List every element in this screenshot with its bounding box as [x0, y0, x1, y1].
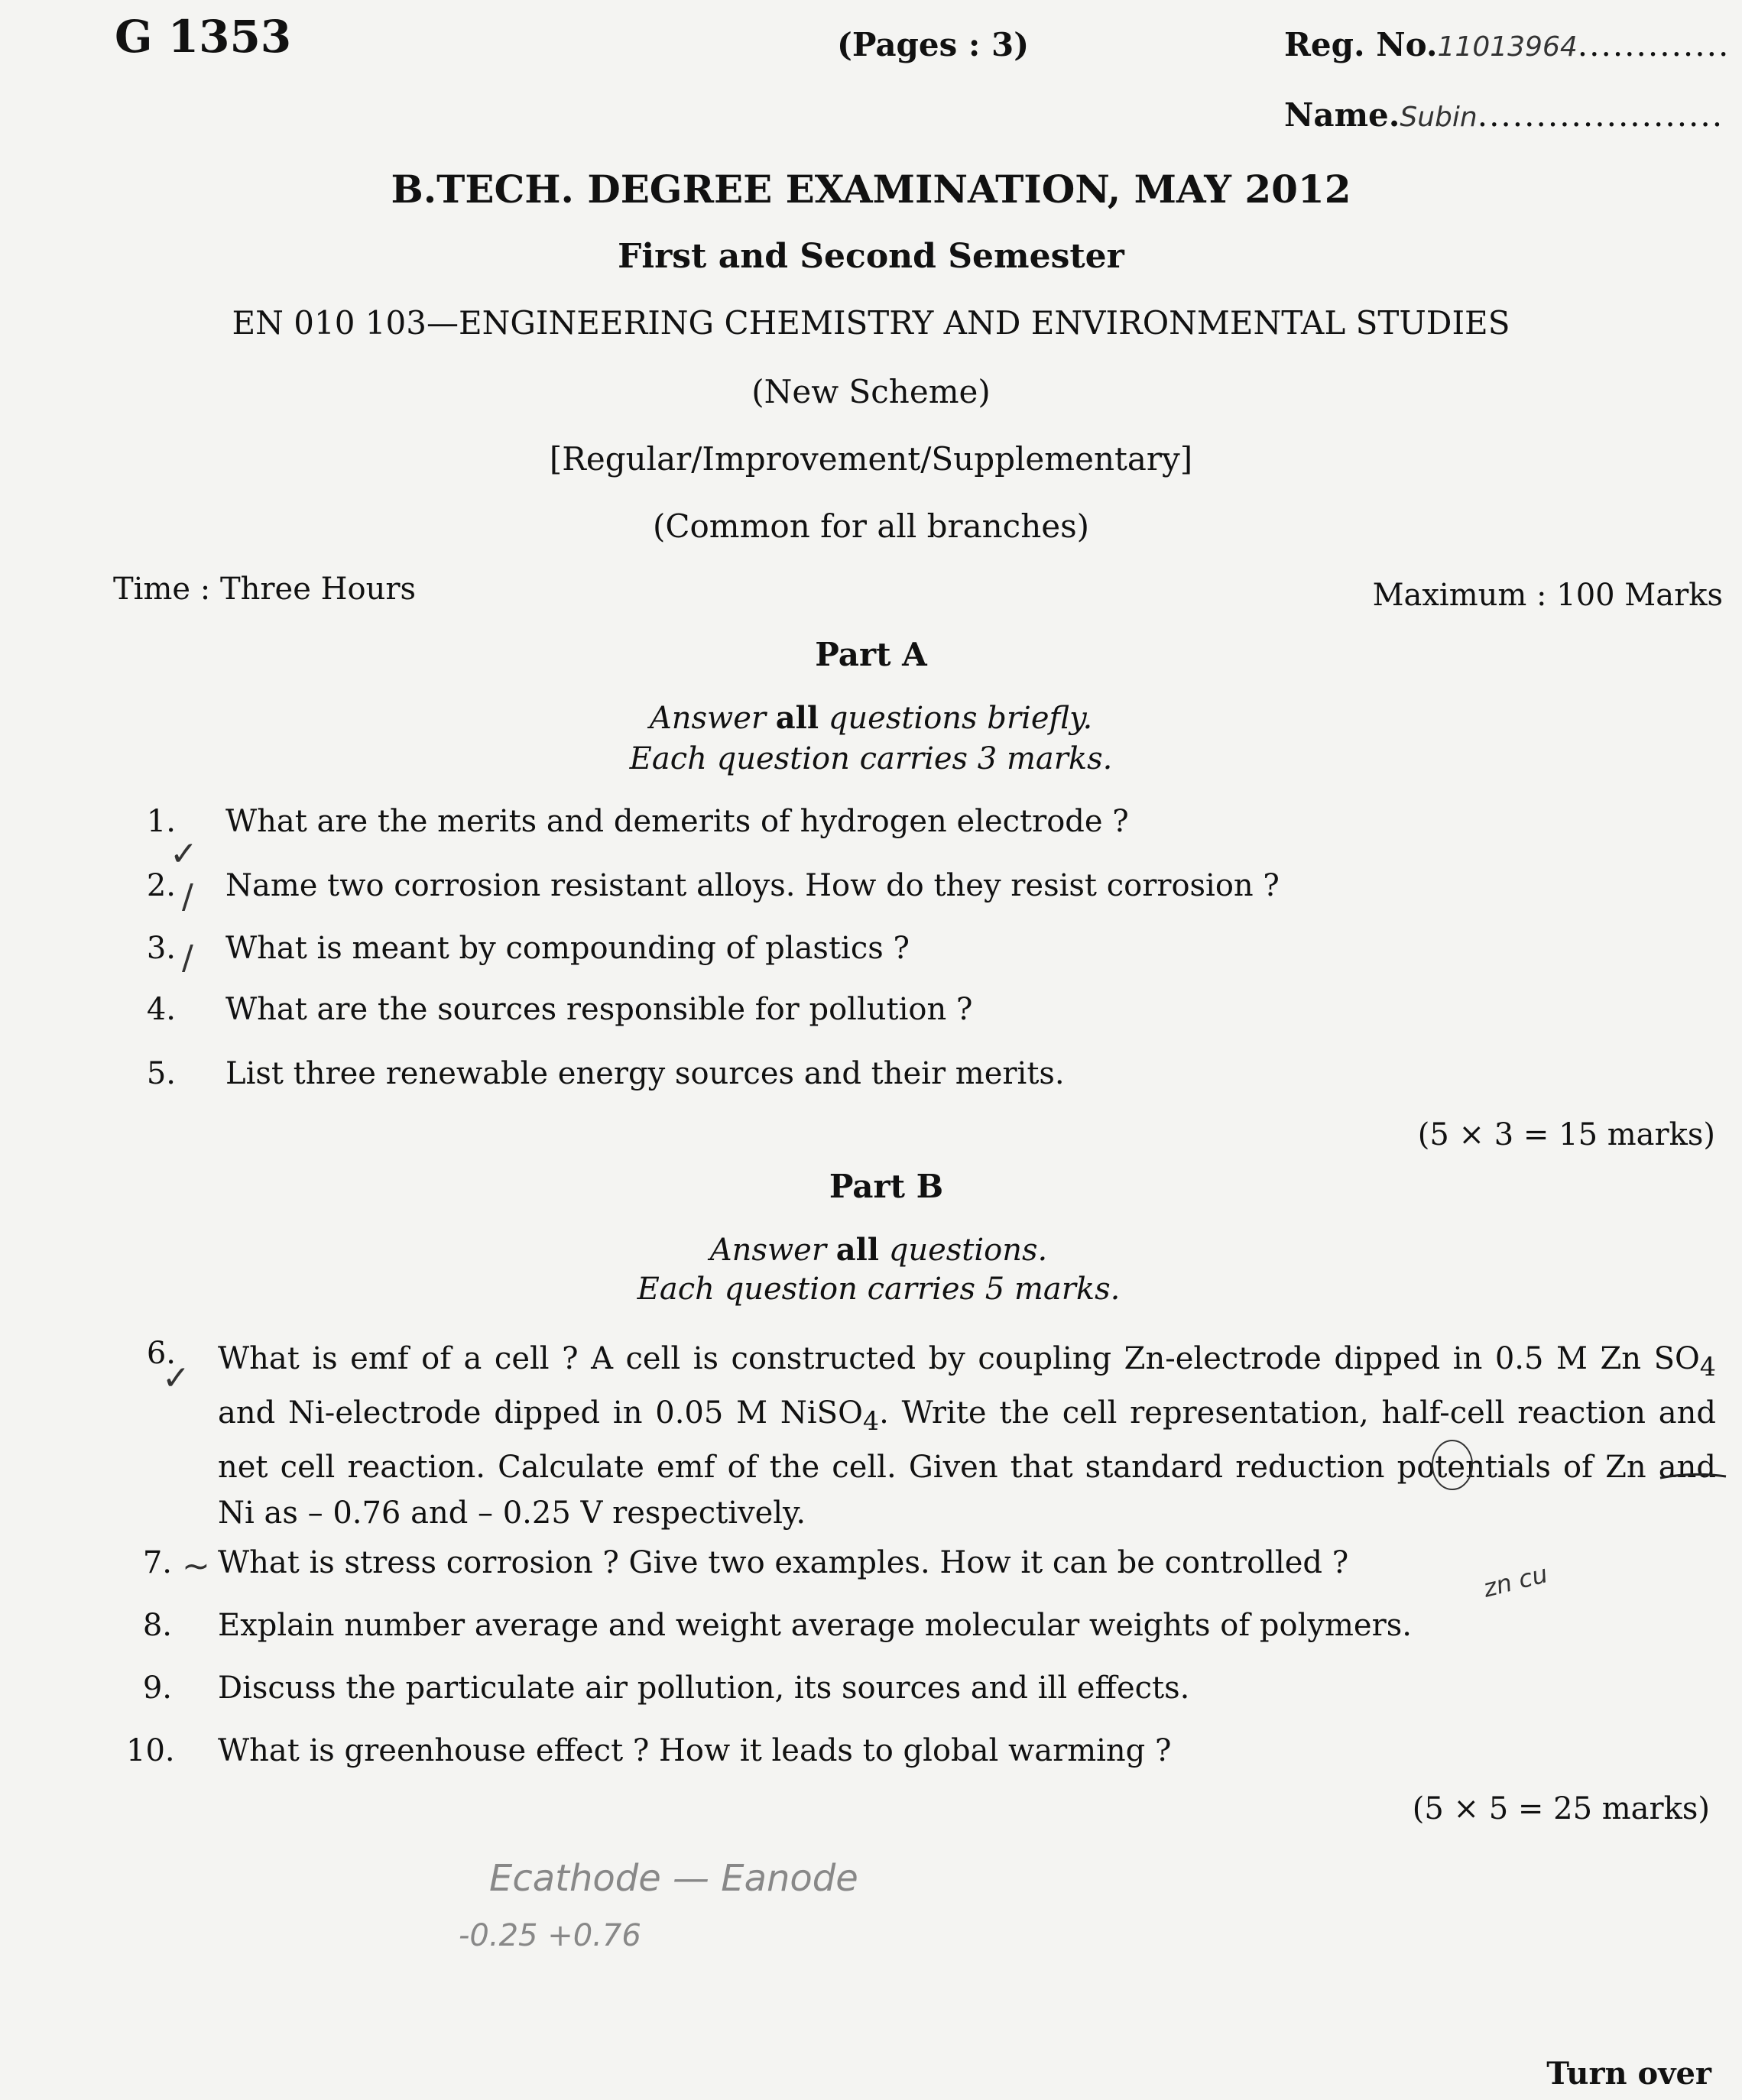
- q6-part-1: What is emf of a cell ? A cell is constructed by coupling Zn-electrode dipped in 0.5 M Zn SO: [218, 1341, 1700, 1376]
- maximum-marks: Maximum : 100 Marks: [1372, 578, 1723, 613]
- part-b-instr-post: questions.: [879, 1233, 1048, 1268]
- part-a-instruction-1: [0, 700, 1742, 736]
- reg-no-label: Reg. No.: [1284, 26, 1438, 63]
- question-text: Explain number average and weight average molecular weights of polymers.: [218, 1608, 1412, 1643]
- part-a-heading: Part A: [815, 636, 927, 673]
- turn-over: Turn over: [1546, 2056, 1711, 2092]
- question-number: 4.: [146, 992, 176, 1027]
- question-number: 1.: [146, 804, 176, 839]
- underline-mark-icon: [1659, 1469, 1727, 1484]
- time-allowed: Time : Three Hours: [113, 572, 416, 607]
- question-number: 9.: [142, 1671, 172, 1706]
- margin-note: zn cu: [1480, 1559, 1551, 1603]
- question-number: 3.: [146, 931, 176, 966]
- question-text: Discuss the particulate air pollution, its sources and ill effects.: [218, 1671, 1190, 1706]
- question-number: 2.: [146, 868, 176, 903]
- name-value: Subin: [1400, 102, 1478, 133]
- tick-mark-icon: ✓: [162, 1359, 190, 1398]
- question-text: What is stress corrosion ? Give two examples. How it can be controlled ?: [218, 1545, 1349, 1580]
- name-label: Name.: [1284, 96, 1400, 134]
- part-b-instr-bold: all: [835, 1232, 879, 1268]
- semester-title: First and Second Semester: [618, 237, 1124, 276]
- question-number: 6.: [146, 1336, 176, 1371]
- tick-mark-icon: ~: [182, 1547, 210, 1586]
- name-field: [1284, 96, 1724, 134]
- question-number: 10.: [126, 1733, 175, 1768]
- part-b-marks: (5 × 5 = 25 marks): [1412, 1791, 1710, 1826]
- branches-note: (Common for all branches): [652, 507, 1090, 545]
- tick-mark-icon: /: [182, 938, 193, 977]
- question-number: 7.: [142, 1545, 172, 1580]
- question-text: What are the merits and demerits of hydrogen electrode ?: [225, 804, 1129, 839]
- reg-no-field: [1284, 26, 1730, 63]
- question-number: 8.: [142, 1608, 172, 1643]
- question-6-text: [218, 1336, 1716, 1536]
- part-b-instruction-2: Each question carries 5 marks.: [637, 1272, 1121, 1307]
- part-a-instr-bold: all: [775, 700, 819, 736]
- part-a-instr-pre: Answer: [649, 701, 776, 736]
- part-b-instr-pre: Answer: [709, 1233, 836, 1268]
- tick-mark-icon: /: [182, 877, 193, 916]
- paper-code: G 1353: [115, 11, 292, 63]
- question-text: What is greenhouse effect ? How it leads to global warming ?: [218, 1733, 1172, 1768]
- reg-no-dots: .............: [1577, 26, 1731, 63]
- q6-subscript-2: 4: [862, 1406, 880, 1436]
- exam-title: B.TECH. DEGREE EXAMINATION, MAY 2012: [391, 167, 1351, 212]
- part-a-instruction-2: Each question carries 3 marks.: [629, 741, 1113, 776]
- part-a-instr-post: questions briefly.: [819, 701, 1093, 736]
- question-text: What are the sources responsible for pollution ?: [225, 992, 973, 1027]
- question-number: 5.: [146, 1056, 176, 1091]
- question-text: List three renewable energy sources and their merits.: [225, 1056, 1065, 1091]
- question-text: Name two corrosion resistant alloys. How do they resist corrosion ?: [225, 868, 1280, 903]
- tick-mark-icon: ✓: [170, 834, 198, 873]
- course-title: EN 010 103—ENGINEERING CHEMISTRY AND ENVIRONMENTAL STUDIES: [232, 304, 1510, 342]
- part-b-instruction-1: [8, 1232, 1742, 1268]
- page-count: (Pages : 3): [837, 26, 1030, 63]
- q6-subscript-1: 4: [1699, 1352, 1716, 1382]
- reg-no-value: 11013964: [1437, 31, 1578, 63]
- exam-type: [Regular/Improvement/Supplementary]: [549, 440, 1193, 478]
- q6-part-2: and Ni-electrode dipped in 0.05 M NiSO: [218, 1395, 863, 1431]
- part-b-heading: Part B: [829, 1168, 944, 1205]
- part-a-marks: (5 × 3 = 15 marks): [1417, 1117, 1715, 1152]
- q6-part-3: . Write the cell representation, half-cell reaction and net cell reaction. Calculate emf of the cell. Given that standard reduction potentials of Zn and Ni as – 0.76 and – 0.25 V respectively.: [218, 1395, 1716, 1531]
- scheme-title: (New Scheme): [751, 373, 991, 410]
- question-text: What is meant by compounding of plastics ?: [225, 931, 910, 966]
- pencil-note-2: -0.25 +0.76: [459, 1918, 641, 1953]
- name-dots: .....................: [1477, 96, 1724, 134]
- pencil-note-1: Ecathode — Eanode: [489, 1857, 858, 1900]
- circle-mark-icon: [1429, 1438, 1475, 1492]
